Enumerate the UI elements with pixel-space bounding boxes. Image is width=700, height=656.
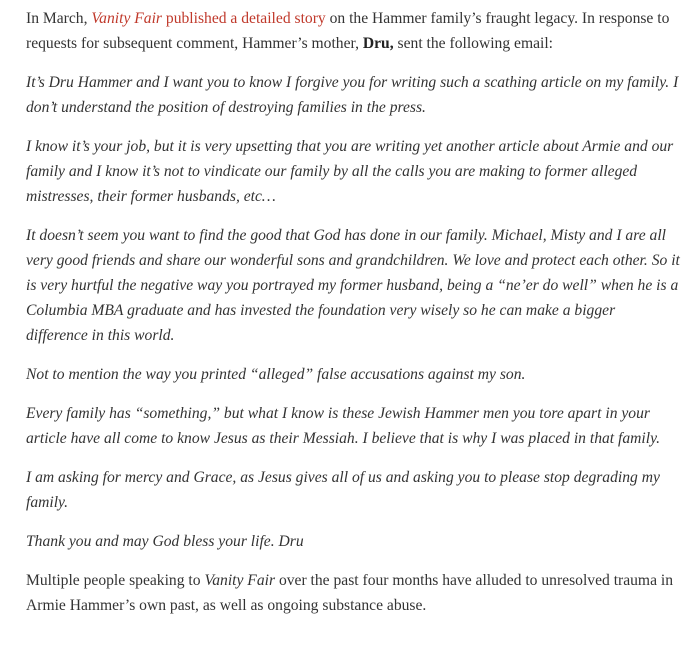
closing-text-start: Multiple people speaking to xyxy=(26,572,205,589)
closing-text-end: over the past four months have alluded to unresolved trauma in Armie Hammer’s own past, as well as ongoing substance abuse. xyxy=(26,572,674,614)
email-paragraph: It doesn’t seem you want to find the good that God has done in our family. Michael, Misty and I are all very good friends and share our wonderful sons and grandchildren. We love and protect each other. So it is very hurtful the negative way you portrayed my former husband, being a “ne’er do well” when he is a Columbia MBA graduate and has invested the foundation very wisely so he can make a bigger difference in this world. xyxy=(26,227,680,344)
intro-text-middle: on the Hammer family’s fraught legacy. In response to requests for subsequent comment, Hammer’s mother, xyxy=(26,10,670,52)
intro-paragraph xyxy=(26,6,680,56)
email-paragraph: I know it’s your job, but it is very upsetting that you are writing yet another article about Armie and our family and I know it’s not to vindicate our family by all the calls you are making to former alleged mistresses, their former husbands, etc… xyxy=(26,138,674,205)
publication-name-link[interactable]: Vanity Fair xyxy=(91,10,162,27)
intro-text-start: In March, xyxy=(26,10,92,27)
email-paragraph: It’s Dru Hammer and I want you to know I forgive you for writing such a scathing article on my family. I don’t understand the position of destroying families in the press. xyxy=(26,74,679,116)
publication-name: Vanity Fair xyxy=(204,572,276,589)
author-name: Dru, xyxy=(362,35,394,52)
closing-paragraph xyxy=(26,568,680,618)
link-text[interactable]: published a detailed story xyxy=(162,10,326,27)
email-paragraph: Not to mention the way you printed “alleged” false accusations against my son. xyxy=(26,366,526,383)
intro-text-end: sent the following email: xyxy=(393,35,554,52)
email-paragraph: I am asking for mercy and Grace, as Jesus gives all of us and asking you to please stop degrading my family. xyxy=(26,469,660,511)
email-signoff: Thank you and may God bless your life. Dru xyxy=(26,533,304,550)
email-paragraph: Every family has “something,” but what I know is these Jewish Hammer men you tore apart in your article have all come to know Jesus as their Messiah. I believe that is why I was placed in that family. xyxy=(26,405,661,447)
detailed-story-link[interactable] xyxy=(91,10,325,27)
